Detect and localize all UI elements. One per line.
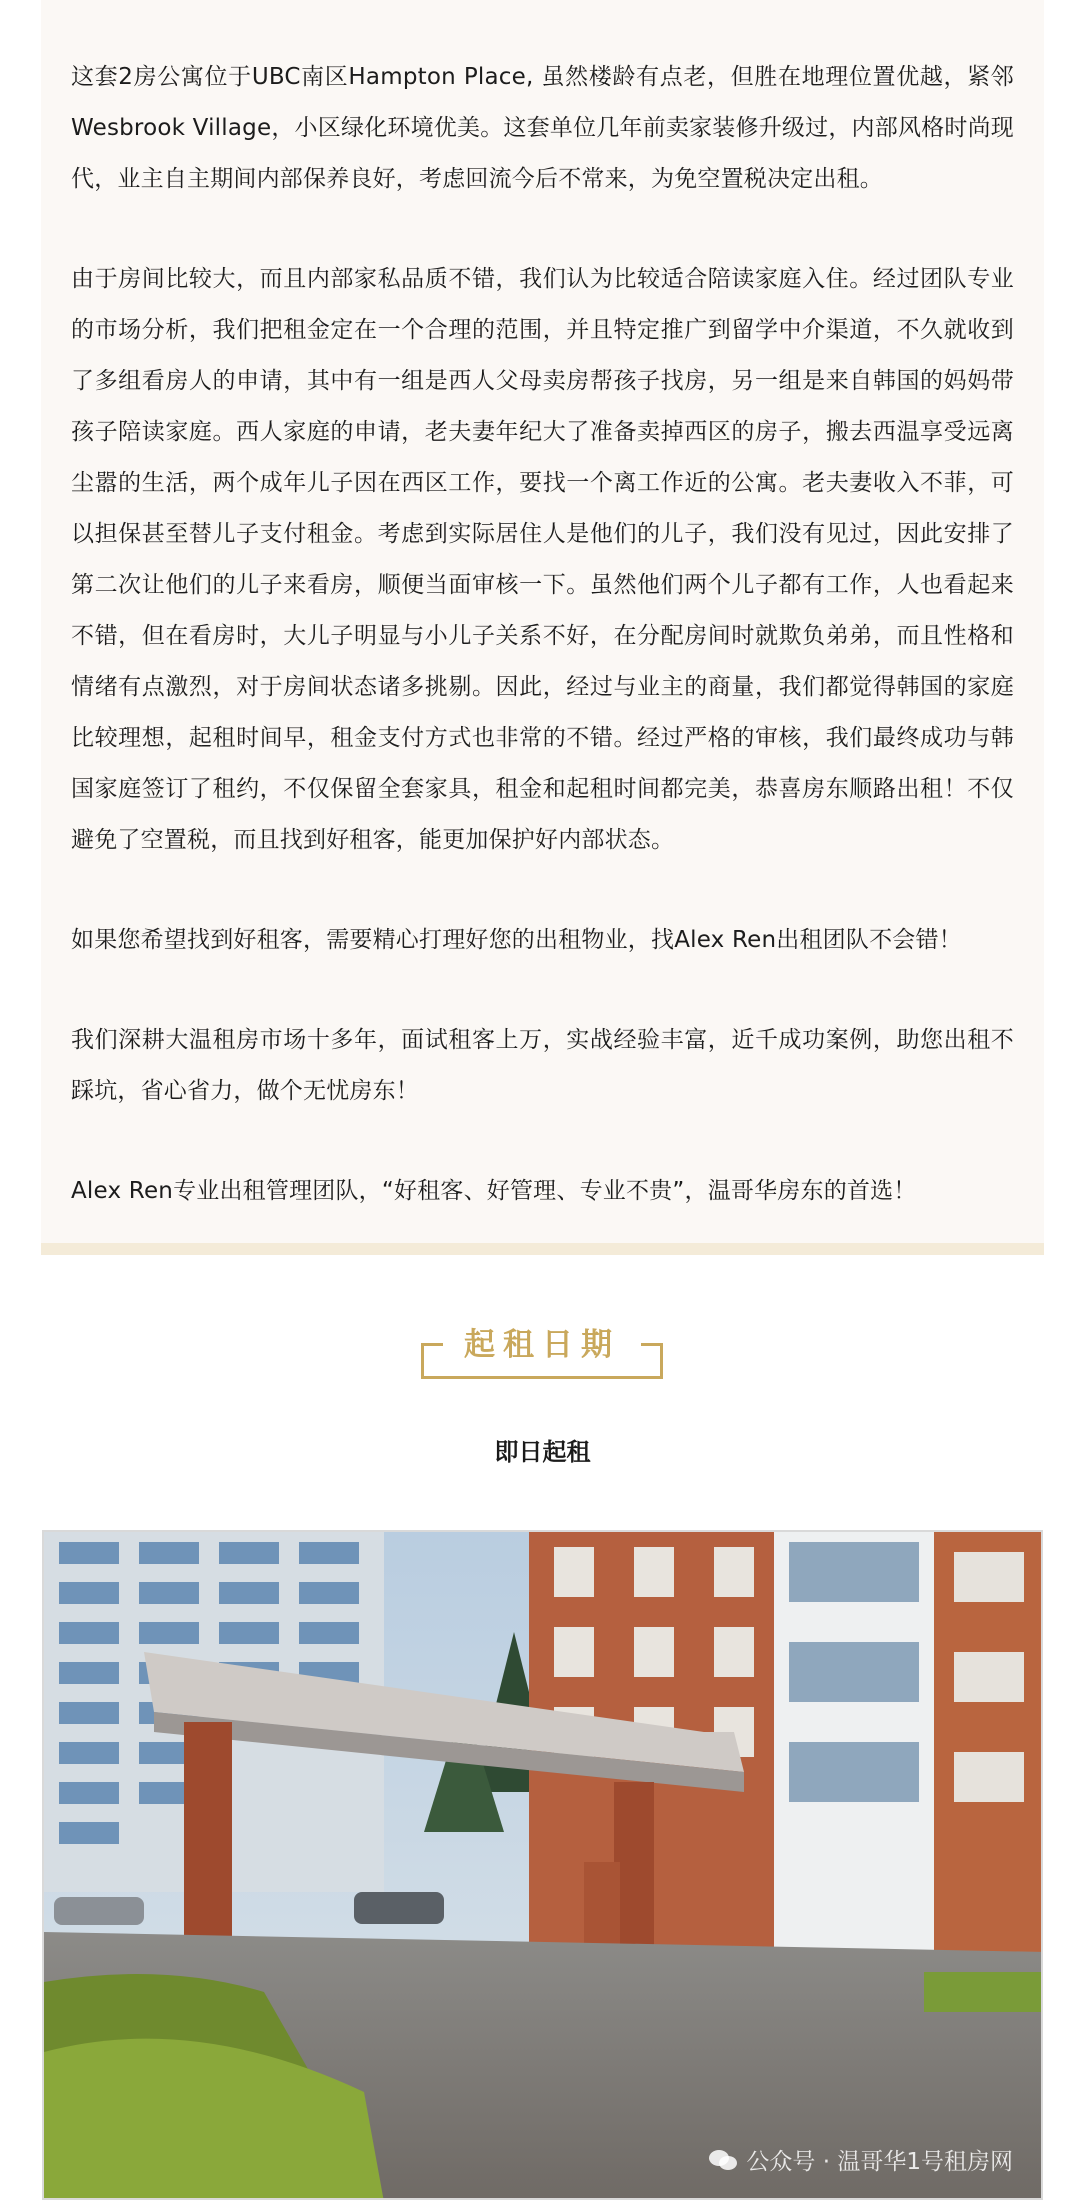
watermark-text: 公众号 · 温哥华1号租房网 xyxy=(746,2149,1013,2175)
article-paragraph: Alex Ren专业出租管理团队，“好租客、好管理、专业不贵”，温哥华房东的首选！ xyxy=(71,1178,917,1204)
article-paragraph: 这套2房公寓位于UBC南区Hampton Place, 虽然楼龄有点老，但胜在地理位置优越，紧邻Wesbrook Village，小区绿化环境优美。这套单位几年前卖家装修升级过，内部风格时尚现代，业主自主期间内部保养良好，考虑回流今后不常来，为免空置税决定出租。 xyxy=(71,64,1014,192)
article-paragraph: 如果您希望找到好租客，需要精心打理好您的出租物业，找Alex Ren出租团队不会错！ xyxy=(71,927,962,953)
card-divider-bar xyxy=(41,1243,1044,1255)
section-title-frame xyxy=(421,1323,663,1379)
start-date-value: 即日起租 xyxy=(494,1438,591,1466)
article-paragraph: 我们深耕大温租房市场十多年，面试租客上万，实战经验丰富，近千成功案例，助您出租不踩坑，省心省力，做个无忧房东！ xyxy=(71,1027,1014,1104)
building-photo-illustration xyxy=(44,1532,1043,2200)
article-card xyxy=(41,0,1044,1255)
article-paragraph: 由于房间比较大，而且内部家私品质不错，我们认为比较适合陪读家庭入住。经过团队专业的市场分析，我们把租金定在一个合理的范围，并且特定推广到留学中介渠道，不久就收到了多组看房人的申请，其中有一组是西人父母卖房帮孩子找房，另一组是来自韩国的妈妈带孩子陪读家庭。西人家庭的申请，老夫妻年纪大了准备卖掉西区的房子，搬去西温享受远离尘嚣的生活，两个成年儿子因在西区工作，要找一个离工作近的公寓。老夫妻收入不菲，可以担保甚至替儿子支付租金。考虑到实际居住人是他们的儿子，我们没有见过，因此安排了第二次让他们的儿子来看房，顺便当面审核一下。虽然他们两个儿子都有工作，人也看起来不错，但在看房时，大儿子明显与小儿子关系不好，在分配房间时就欺负弟弟，而且性格和情绪有点激烈，对于房间状态诸多挑剔。因此，经过与业主的商量，我们都觉得韩国的家庭比较理想，起租时间早，租金支付方式也非常的不错。经过严格的审核，我们最终成功与韩国家庭签订了租约，不仅保留全套家具，租金和起租时间都完美，恭喜房东顺路出租！不仅避免了空置税，而且找到好租客，能更加保护好内部状态。 xyxy=(71,266,1014,853)
building-photo xyxy=(42,1530,1043,2200)
section-title-text: 起租日期 xyxy=(458,1327,626,1363)
article-body xyxy=(71,52,1014,1266)
section-title xyxy=(421,1323,663,1367)
wechat-icon xyxy=(708,2149,738,2171)
watermark xyxy=(708,2143,1013,2176)
